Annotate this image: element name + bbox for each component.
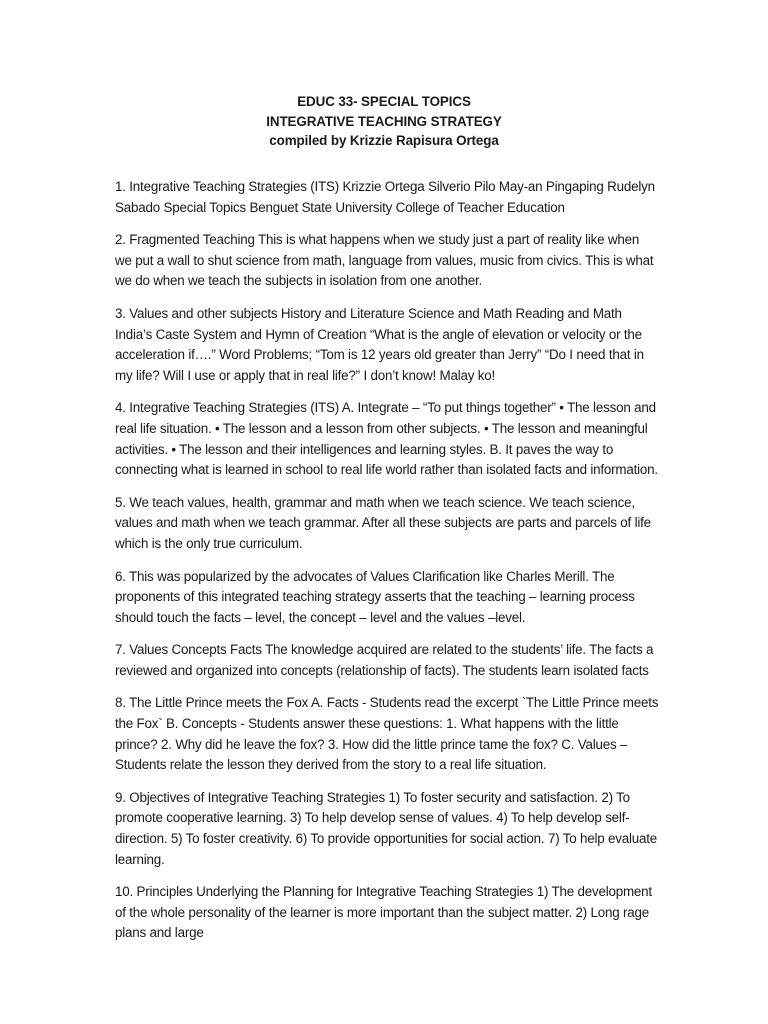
paragraph-4: 4. Integrative Teaching Strategies (ITS) A. Integrate – “To put things together” • The lesson and real life situation. • The lesson and a lesson from other subjects. • The lesson and meaningful activities. • The lesson and their intelligences and learning styles. B. It paves the way to connecting what is learned in school to real life world rather than isolated facts and information.: [115, 400, 658, 478]
paragraph-7: 7. Values Concepts Facts The knowledge acquired are related to the students’ life. The facts a reviewed and organized into concepts (relationship of facts). The students learn isolated facts: [115, 642, 654, 678]
paragraph-6: 6. This was popularized by the advocates of Values Clarification like Charles Merill. The proponents of this integrated teaching strategy asserts that the teaching – learning process should touch the facts – level, the concept – level and the values –level.: [115, 568, 635, 625]
paragraph-10: 10. Principles Underlying the Planning for Integrative Teaching Strategies 1) The development of the whole personality of the learner is more important than the subject matter. 2) Long rage plans and large: [115, 884, 652, 941]
paragraph-2: 2. Fragmented Teaching This is what happens when we study just a part of reality like when we put a wall to shut science from math, language from values, music from civics. This is what we do when we teach the subjects in isolation from one another.: [115, 232, 654, 289]
paragraph-1: 1. Integrative Teaching Strategies (ITS) Krizzie Ortega Silverio Pilo May-an Pingaping Rudelyn Sabado Special Topics Benguet State University College of Teacher Education: [115, 179, 655, 215]
author-credit: compiled by Krizzie Rapisura Ortega: [269, 133, 499, 148]
document-header: [0, 92, 768, 151]
paragraph-9: 9. Objectives of Integrative Teaching Strategies 1) To foster security and satisfaction. 2) To promote cooperative learning. 3) To help develop sense of values. 4) To help develop self-direction. 5) To foster creativity. 6) To provide opportunities for social action. 7) To help evaluate learning.: [115, 789, 658, 867]
paragraph-3: 3. Values and other subjects History and Literature Science and Math Reading and Math India’s Caste System and Hymn of Creation “What is the angle of elevation or velocity or the acceleration if….” Word Problems; “Tom is 12 years old greater than Jerry” “Do I need that in my life? Will I use or apply that in real life?” I don’t know! Malay ko!: [115, 305, 644, 383]
document-body: [115, 177, 659, 956]
course-title: EDUC 33- SPECIAL TOPICS: [297, 94, 471, 109]
paragraph-5: 5. We teach values, health, grammar and math when we teach science. We teach science, values and math when we teach grammar. After all these subjects are parts and parcels of life which is the only true curriculum.: [115, 494, 651, 551]
paragraph-8: 8. The Little Prince meets the Fox A. Facts - Students read the excerpt `The Little Prince meets the Fox` B. Concepts - Students answer these questions: 1. What happens with the little prince? 2. Why did he leave the fox? 3. How did the little prince tame the fox? C. Values – Students relate the lesson they derived from the story to a real life situation.: [115, 695, 659, 773]
document-title: INTEGRATIVE TEACHING STRATEGY: [266, 113, 502, 129]
